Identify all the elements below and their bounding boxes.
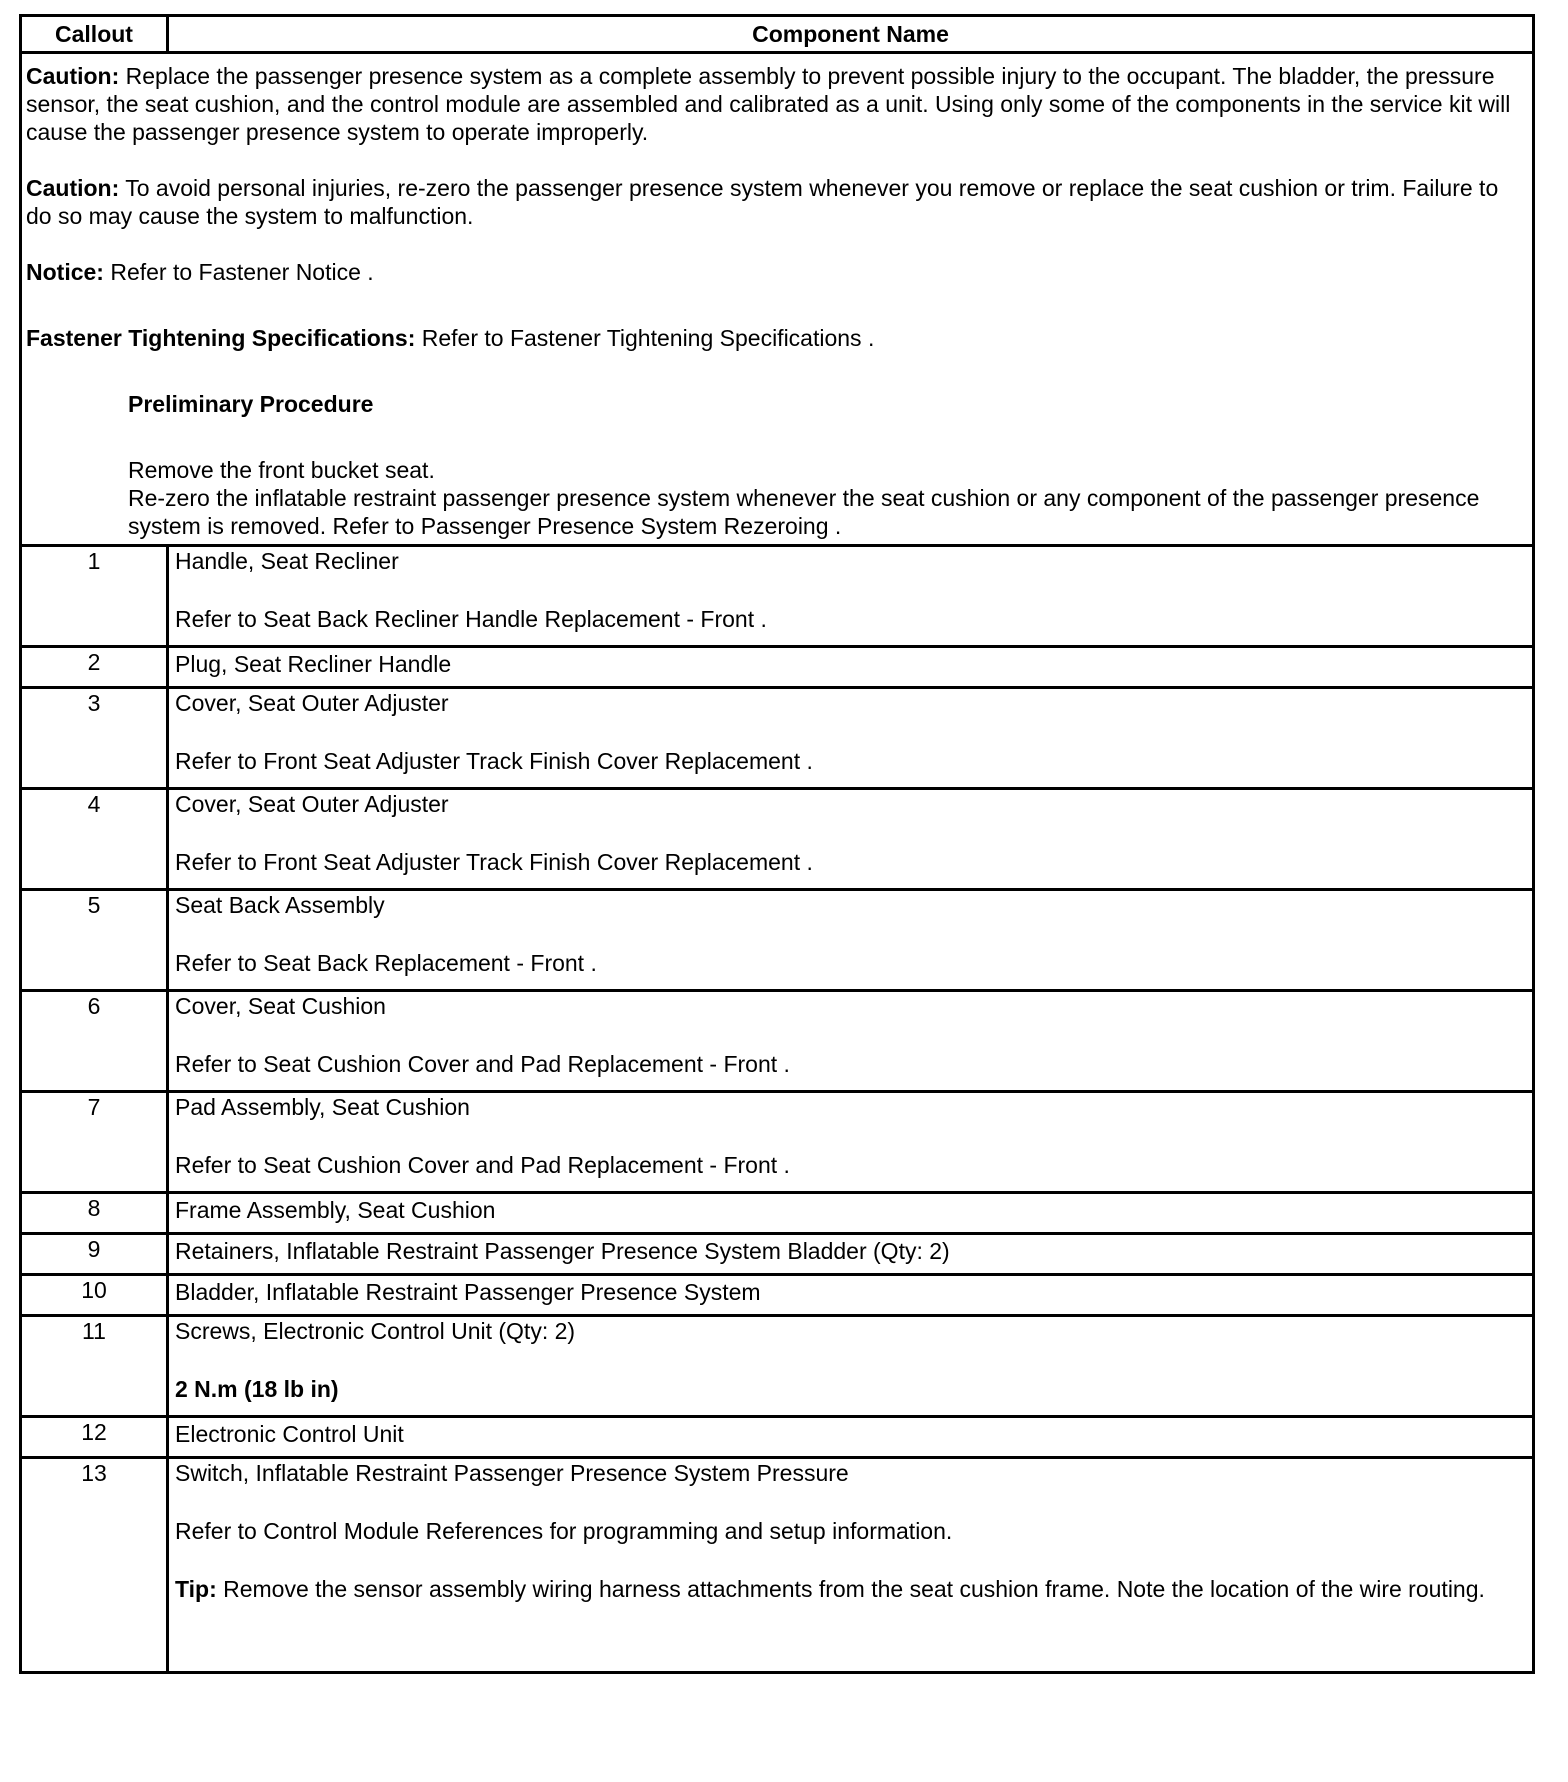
component-name: Cover, Seat Outer Adjuster: [175, 791, 449, 817]
component-name: Plug, Seat Recliner Handle: [168, 647, 1534, 688]
table-row: [21, 688, 1534, 789]
intro-row: [21, 53, 1534, 546]
table-row: [21, 1458, 1534, 1673]
callout-number: 2: [21, 647, 168, 688]
table-row: [21, 546, 1534, 647]
table-row: [21, 1275, 1534, 1316]
table-row: [21, 789, 1534, 890]
table-header-row: [21, 16, 1534, 53]
component-name: Screws, Electronic Control Unit (Qty: 2): [175, 1318, 576, 1344]
component-name: Cover, Seat Cushion: [175, 993, 386, 1019]
component-cell: [168, 789, 1534, 890]
component-name: Electronic Control Unit: [168, 1417, 1534, 1458]
torque-spec: 2 N.m (18 lb in): [175, 1376, 339, 1402]
callout-number: 9: [21, 1234, 168, 1275]
component-note: Refer to Seat Cushion Cover and Pad Replacement - Front .: [175, 1152, 790, 1178]
callout-number: 10: [21, 1275, 168, 1316]
component-cell: [168, 688, 1534, 789]
component-name-header: Component Name: [168, 16, 1534, 53]
component-name: Retainers, Inflatable Restraint Passenger Presence System Bladder (Qty: 2): [168, 1234, 1534, 1275]
fastener-text: Refer to Fastener Tightening Specifications .: [415, 325, 875, 351]
component-note: Refer to Seat Cushion Cover and Pad Replacement - Front .: [175, 1051, 790, 1077]
component-name: Bladder, Inflatable Restraint Passenger Presence System: [168, 1275, 1534, 1316]
notice-label: Notice:: [26, 259, 104, 285]
callout-number: 6: [21, 991, 168, 1092]
component-cell: [168, 546, 1534, 647]
caution-1: [26, 62, 1528, 146]
component-name: Cover, Seat Outer Adjuster: [175, 690, 449, 716]
table-row: [21, 991, 1534, 1092]
component-name: Pad Assembly, Seat Cushion: [175, 1094, 470, 1120]
component-cell: [168, 890, 1534, 991]
callout-number: 12: [21, 1417, 168, 1458]
caution-2: [26, 174, 1528, 230]
component-note: Refer to Control Module References for programming and setup information.: [175, 1518, 953, 1544]
component-name: Frame Assembly, Seat Cushion: [168, 1193, 1534, 1234]
component-note: Refer to Front Seat Adjuster Track Finish Cover Replacement .: [175, 849, 813, 875]
table-row: [21, 890, 1534, 991]
callout-number: 1: [21, 546, 168, 647]
tip: [175, 1575, 1526, 1603]
tip-text: Remove the sensor assembly wiring harness attachments from the seat cushion frame. Note the location of the wire routing.: [216, 1576, 1485, 1602]
table-row: [21, 1193, 1534, 1234]
tip-label: Tip:: [175, 1576, 217, 1602]
component-cell: [168, 1458, 1534, 1673]
component-note: Refer to Front Seat Adjuster Track Finish Cover Replacement .: [175, 748, 813, 774]
notice: [26, 258, 1528, 286]
callout-number: 5: [21, 890, 168, 991]
component-cell: [168, 1092, 1534, 1193]
component-name: Switch, Inflatable Restraint Passenger Presence System Pressure: [175, 1460, 849, 1486]
caution-2-label: Caution:: [26, 175, 120, 201]
fastener-specs: [26, 324, 1528, 352]
preliminary-step-1: Remove the front bucket seat.: [128, 457, 435, 483]
table-row: [21, 1092, 1534, 1193]
caution-2-text: To avoid personal injuries, re-zero the passenger presence system whenever you remove or replace the seat cushion or trim. Failure to do so may cause the system to malfunction.: [26, 175, 1499, 229]
table-row: [21, 647, 1534, 688]
callout-number: 3: [21, 688, 168, 789]
component-note: Refer to Seat Back Replacement - Front .: [175, 950, 597, 976]
intro-cell: [21, 53, 1534, 546]
callout-header: Callout: [21, 16, 168, 53]
component-table: [19, 14, 1535, 1674]
preliminary-procedure-title: Preliminary Procedure: [128, 391, 374, 417]
callout-number: 8: [21, 1193, 168, 1234]
table-row: [21, 1234, 1534, 1275]
preliminary-step-2: Re-zero the inflatable restraint passenger presence system whenever the seat cushion or any component of the passenger presence system is removed. Refer to Passenger Presence System Rezeroing .: [128, 485, 1480, 539]
component-cell: [168, 991, 1534, 1092]
callout-number: 13: [21, 1458, 168, 1673]
table-row: [21, 1316, 1534, 1417]
component-name: Handle, Seat Recliner: [175, 548, 399, 574]
caution-1-label: Caution:: [26, 63, 120, 89]
component-cell: [168, 1316, 1534, 1417]
notice-text: Refer to Fastener Notice .: [103, 259, 374, 285]
procedure-document: [19, 14, 1535, 1674]
fastener-label: Fastener Tightening Specifications:: [26, 325, 416, 351]
caution-1-text: Replace the passenger presence system as a complete assembly to prevent possible injury to the occupant. The bladder, the pressure sensor, the seat cushion, and the control module are assembled and calibrated as a unit. Using only some of the components in the service kit will cause the passenger presence system to operate improperly.: [26, 63, 1511, 145]
component-name: Seat Back Assembly: [175, 892, 385, 918]
component-note: Refer to Seat Back Recliner Handle Replacement - Front .: [175, 606, 767, 632]
callout-number: 11: [21, 1316, 168, 1417]
preliminary-steps: [128, 456, 1528, 540]
callout-number: 4: [21, 789, 168, 890]
callout-number: 7: [21, 1092, 168, 1193]
table-row: [21, 1417, 1534, 1458]
